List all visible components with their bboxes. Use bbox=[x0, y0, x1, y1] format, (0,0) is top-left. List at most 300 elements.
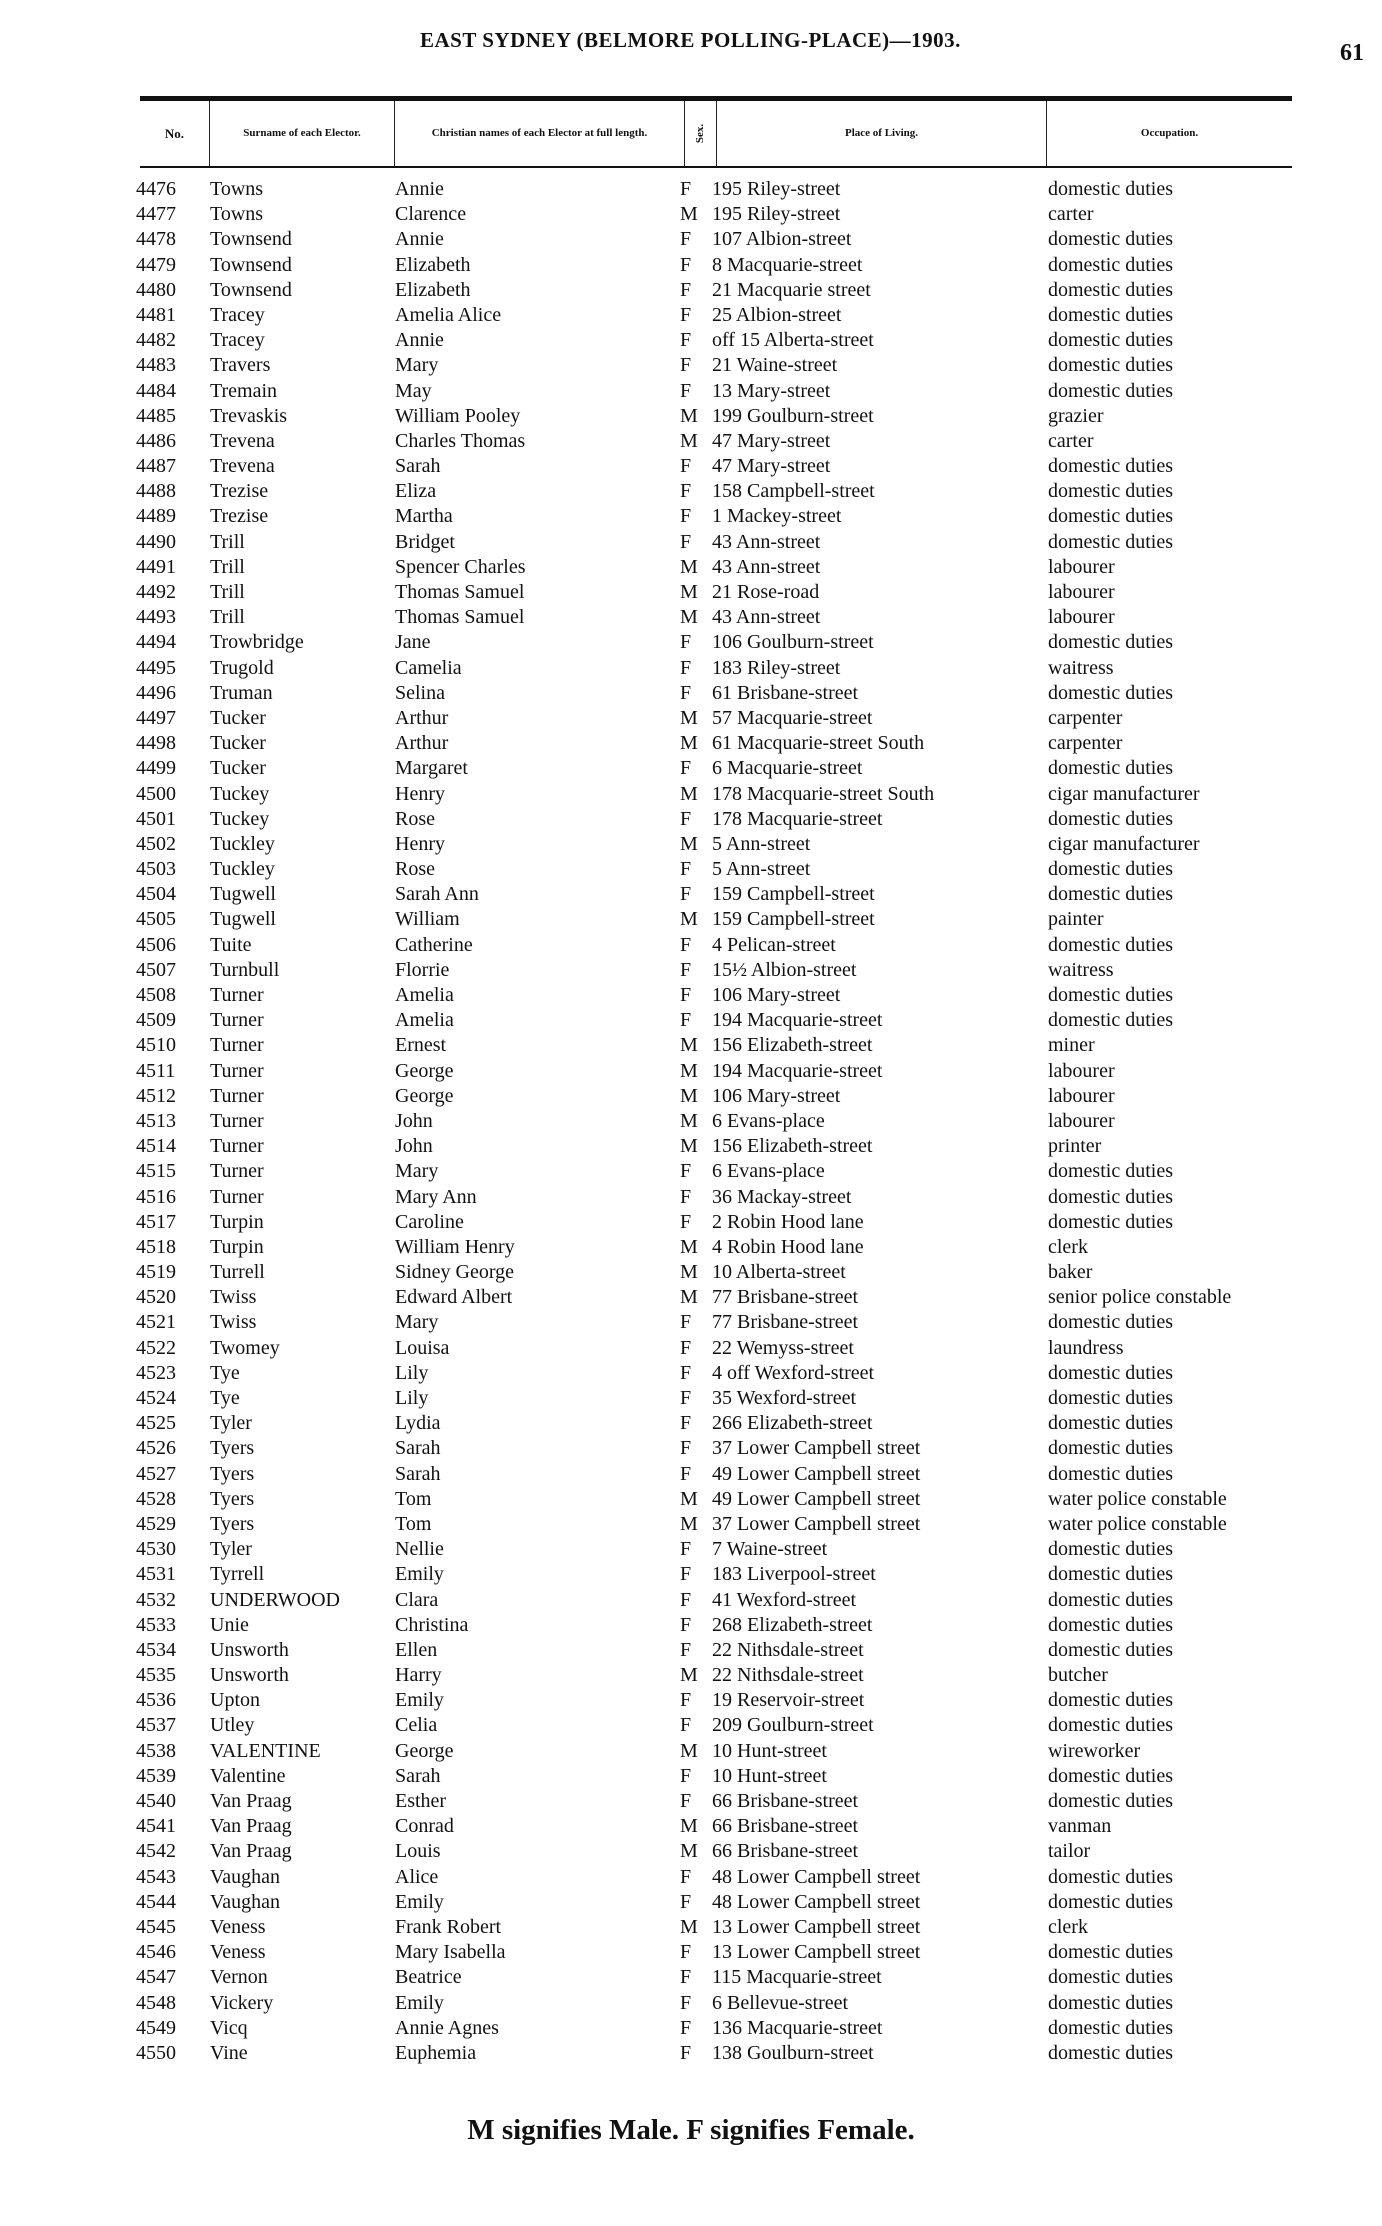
table-header bbox=[140, 101, 1292, 166]
table-row bbox=[0, 254, 1382, 279]
table-row bbox=[0, 833, 1382, 858]
elector-occupation: clerk bbox=[1048, 1915, 1088, 1938]
elector-sex: F bbox=[680, 1412, 692, 1435]
elector-number: 4476 bbox=[136, 178, 176, 200]
elector-surname: Vaughan bbox=[210, 1865, 280, 1888]
elector-place-of-living: 4 off Wexford-street bbox=[712, 1361, 875, 1384]
elector-place-of-living: 5 Ann-street bbox=[712, 832, 811, 855]
elector-occupation: grazier bbox=[1048, 404, 1104, 427]
elector-place-of-living: 4 Robin Hood lane bbox=[712, 1235, 864, 1258]
elector-surname: Twiss bbox=[210, 1286, 257, 1309]
elector-christian-names: Nellie bbox=[395, 1538, 444, 1561]
elector-number: 4549 bbox=[136, 2016, 176, 2039]
elector-christian-names: William Pooley bbox=[395, 404, 521, 427]
table-row bbox=[0, 1765, 1382, 1790]
elector-surname: Travers bbox=[210, 354, 271, 377]
table-row bbox=[0, 1034, 1382, 1059]
table-row bbox=[0, 1463, 1382, 1488]
elector-christian-names: Ellen bbox=[395, 1638, 438, 1661]
elector-occupation: domestic duties bbox=[1048, 354, 1173, 377]
elector-christian-names: Tom bbox=[395, 1487, 432, 1510]
elector-christian-names: Arthur bbox=[395, 706, 449, 729]
elector-occupation: domestic duties bbox=[1048, 329, 1173, 352]
elector-occupation: waitress bbox=[1048, 958, 1114, 981]
elector-number: 4538 bbox=[136, 1739, 176, 1762]
elector-surname: Vickery bbox=[210, 1991, 274, 2014]
elector-surname: Turrell bbox=[210, 1261, 265, 1284]
elector-number: 4543 bbox=[136, 1865, 176, 1888]
elector-number: 4530 bbox=[136, 1538, 176, 1561]
elector-place-of-living: 106 Mary-street bbox=[712, 1084, 841, 1107]
elector-sex: F bbox=[680, 1160, 692, 1183]
elector-place-of-living: 13 Lower Campbell street bbox=[712, 1915, 921, 1938]
elector-surname: Twomey bbox=[210, 1336, 280, 1359]
elector-number: 4519 bbox=[136, 1261, 176, 1284]
elector-place-of-living: 6 Bellevue-street bbox=[712, 1991, 849, 2014]
elector-surname: Tucker bbox=[210, 757, 266, 780]
elector-christian-names: Henry bbox=[395, 782, 445, 805]
elector-surname: Unie bbox=[210, 1613, 249, 1636]
elector-place-of-living: 266 Elizabeth-street bbox=[712, 1412, 873, 1435]
elector-christian-names: Clara bbox=[395, 1588, 439, 1611]
elector-place-of-living: 47 Mary-street bbox=[712, 455, 831, 478]
table-row bbox=[0, 1387, 1382, 1412]
elector-surname: Vaughan bbox=[210, 1890, 280, 1913]
elector-number: 4495 bbox=[136, 656, 176, 679]
elector-sex: F bbox=[680, 1437, 692, 1460]
header-place-of-living: Place of Living. bbox=[717, 101, 1047, 166]
elector-occupation: printer bbox=[1048, 1135, 1102, 1158]
table-row bbox=[0, 908, 1382, 933]
elector-occupation: tailor bbox=[1048, 1840, 1091, 1863]
elector-surname: Tracey bbox=[210, 329, 265, 352]
elector-place-of-living: 21 Waine-street bbox=[712, 354, 838, 377]
elector-place-of-living: 37 Lower Campbell street bbox=[712, 1512, 921, 1535]
elector-surname: Turner bbox=[210, 1109, 264, 1132]
elector-christian-names: Elizabeth bbox=[395, 253, 471, 276]
elector-occupation: labourer bbox=[1048, 606, 1115, 629]
elector-sex: F bbox=[680, 278, 692, 301]
elector-surname: Upton bbox=[210, 1689, 260, 1712]
elector-place-of-living: 194 Macquarie-street bbox=[712, 1059, 883, 1082]
elector-number: 4490 bbox=[136, 530, 176, 553]
elector-place-of-living: 159 Campbell-street bbox=[712, 883, 875, 906]
elector-occupation: domestic duties bbox=[1048, 228, 1173, 251]
elector-number: 4511 bbox=[136, 1059, 176, 1082]
elector-surname: Tuckey bbox=[210, 782, 270, 805]
elector-christian-names: Charles Thomas bbox=[395, 429, 526, 452]
elector-occupation: vanman bbox=[1048, 1815, 1112, 1838]
elector-place-of-living: 36 Mackay-street bbox=[712, 1185, 852, 1208]
elector-sex: F bbox=[680, 455, 692, 478]
elector-number: 4506 bbox=[136, 933, 176, 956]
elector-sex: F bbox=[680, 656, 692, 679]
table-row bbox=[0, 2017, 1382, 2042]
elector-occupation: domestic duties bbox=[1048, 681, 1173, 704]
elector-christian-names: Tom bbox=[395, 1512, 432, 1535]
elector-christian-names: Eliza bbox=[395, 480, 437, 503]
elector-number: 4546 bbox=[136, 1941, 176, 1964]
elector-number: 4509 bbox=[136, 1009, 176, 1032]
elector-sex: M bbox=[680, 1840, 698, 1863]
elector-place-of-living: 6 Evans-place bbox=[712, 1160, 825, 1183]
table-row bbox=[0, 1362, 1382, 1387]
elector-occupation: painter bbox=[1048, 908, 1104, 931]
elector-place-of-living: 115 Macquarie-street bbox=[712, 1966, 882, 1989]
elector-sex: M bbox=[680, 1512, 698, 1535]
elector-occupation: domestic duties bbox=[1048, 1185, 1173, 1208]
elector-number: 4533 bbox=[136, 1613, 176, 1636]
elector-sex: F bbox=[680, 1563, 692, 1586]
elector-christian-names: Mary bbox=[395, 1311, 439, 1334]
elector-christian-names: Edward Albert bbox=[395, 1286, 513, 1309]
elector-occupation: domestic duties bbox=[1048, 1387, 1173, 1409]
elector-occupation: domestic duties bbox=[1048, 1160, 1173, 1183]
elector-number: 4524 bbox=[136, 1387, 176, 1409]
elector-place-of-living: 22 Nithsdale-street bbox=[712, 1664, 864, 1687]
elector-place-of-living: 43 Ann-street bbox=[712, 606, 821, 629]
table-row bbox=[0, 1437, 1382, 1462]
elector-occupation: domestic duties bbox=[1048, 1412, 1173, 1435]
elector-number: 4517 bbox=[136, 1210, 176, 1233]
elector-surname: Trevena bbox=[210, 429, 275, 452]
elector-occupation: labourer bbox=[1048, 1109, 1115, 1132]
elector-sex: M bbox=[680, 581, 698, 603]
elector-christian-names: Emily bbox=[395, 1689, 444, 1712]
elector-occupation: domestic duties bbox=[1048, 530, 1173, 553]
elector-number: 4503 bbox=[136, 858, 176, 881]
elector-occupation: wireworker bbox=[1048, 1739, 1141, 1762]
elector-sex: M bbox=[680, 832, 698, 855]
elector-occupation: domestic duties bbox=[1048, 1210, 1173, 1233]
elector-occupation: domestic duties bbox=[1048, 379, 1173, 402]
elector-occupation: cigar manufacturer bbox=[1048, 832, 1200, 855]
header-no: No. bbox=[140, 101, 210, 166]
page-number: 61 bbox=[1340, 40, 1364, 66]
elector-sex: F bbox=[680, 228, 692, 251]
elector-number: 4484 bbox=[136, 379, 176, 402]
elector-christian-names: Harry bbox=[395, 1664, 442, 1687]
elector-christian-names: John bbox=[395, 1109, 433, 1132]
elector-place-of-living: 48 Lower Campbell street bbox=[712, 1890, 921, 1913]
table-row bbox=[0, 707, 1382, 732]
elector-sex: F bbox=[680, 1009, 692, 1032]
elector-sex: M bbox=[680, 1235, 698, 1258]
table-row bbox=[0, 1060, 1382, 1085]
elector-surname: Turner bbox=[210, 1009, 264, 1032]
elector-place-of-living: 13 Lower Campbell street bbox=[712, 1941, 921, 1964]
table-row bbox=[0, 1286, 1382, 1311]
elector-occupation: domestic duties bbox=[1048, 480, 1173, 503]
header-occupation: Occupation. bbox=[1140, 127, 1199, 139]
elector-christian-names: Annie bbox=[395, 178, 444, 200]
sex-legend-footer: M signifies Male. F signifies Female. bbox=[467, 2114, 915, 2146]
elector-place-of-living: 159 Campbell-street bbox=[712, 908, 875, 931]
elector-number: 4497 bbox=[136, 706, 176, 729]
elector-sex: M bbox=[680, 1109, 698, 1132]
elector-christian-names: Clarence bbox=[395, 203, 467, 226]
elector-place-of-living: 7 Waine-street bbox=[712, 1538, 828, 1561]
elector-number: 4518 bbox=[136, 1235, 176, 1258]
elector-christian-names: Caroline bbox=[395, 1210, 464, 1233]
elector-number: 4498 bbox=[136, 732, 176, 755]
table-row bbox=[0, 329, 1382, 354]
elector-surname: Van Praag bbox=[210, 1840, 292, 1863]
elector-number: 4545 bbox=[136, 1915, 176, 1938]
elector-sex: F bbox=[680, 1638, 692, 1661]
elector-christian-names: Alice bbox=[395, 1865, 439, 1888]
elector-number: 4500 bbox=[136, 782, 176, 805]
elector-occupation: butcher bbox=[1048, 1664, 1108, 1687]
table-row bbox=[0, 657, 1382, 682]
elector-place-of-living: 106 Goulburn-street bbox=[712, 631, 874, 654]
table-row bbox=[0, 808, 1382, 833]
elector-place-of-living: 6 Evans-place bbox=[712, 1109, 825, 1132]
elector-surname: Towns bbox=[210, 178, 264, 200]
elector-place-of-living: 66 Brisbane-street bbox=[712, 1840, 859, 1863]
elector-occupation: clerk bbox=[1048, 1235, 1088, 1258]
elector-sex: F bbox=[680, 379, 692, 402]
elector-surname: Trill bbox=[210, 555, 245, 578]
elector-place-of-living: 158 Campbell-street bbox=[712, 480, 875, 503]
elector-christian-names: William Henry bbox=[395, 1235, 515, 1258]
table-row bbox=[0, 1412, 1382, 1437]
elector-surname: Tye bbox=[210, 1387, 240, 1409]
elector-place-of-living: 10 Hunt-street bbox=[712, 1739, 827, 1762]
elector-number: 4483 bbox=[136, 354, 176, 377]
elector-place-of-living: 25 Albion-street bbox=[712, 303, 842, 326]
elector-surname: Turner bbox=[210, 1185, 264, 1208]
elector-occupation: domestic duties bbox=[1048, 1361, 1173, 1384]
elector-occupation: miner bbox=[1048, 1034, 1095, 1057]
elector-number: 4493 bbox=[136, 606, 176, 629]
elector-place-of-living: 136 Macquarie-street bbox=[712, 2016, 883, 2039]
elector-number: 4477 bbox=[136, 203, 176, 226]
elector-place-of-living: 37 Lower Campbell street bbox=[712, 1437, 921, 1460]
table-row bbox=[0, 1538, 1382, 1563]
table-row bbox=[0, 1966, 1382, 1991]
elector-surname: Tuite bbox=[210, 933, 252, 956]
elector-christian-names: Spencer Charles bbox=[395, 555, 526, 578]
elector-occupation: domestic duties bbox=[1048, 1462, 1173, 1485]
elector-number: 4544 bbox=[136, 1890, 176, 1913]
elector-number: 4529 bbox=[136, 1512, 176, 1535]
elector-sex: F bbox=[680, 1588, 692, 1611]
elector-sex: F bbox=[680, 505, 692, 528]
elector-place-of-living: 41 Wexford-street bbox=[712, 1588, 857, 1611]
elector-surname: Turner bbox=[210, 1135, 264, 1158]
elector-christian-names: Mary bbox=[395, 354, 439, 377]
elector-number: 4494 bbox=[136, 631, 176, 654]
elector-place-of-living: 22 Wemyss-street bbox=[712, 1336, 854, 1359]
elector-sex: M bbox=[680, 555, 698, 578]
elector-sex: F bbox=[680, 2041, 692, 2064]
elector-occupation: domestic duties bbox=[1048, 253, 1173, 276]
elector-surname: Turpin bbox=[210, 1235, 264, 1258]
elector-place-of-living: 22 Nithsdale-street bbox=[712, 1638, 864, 1661]
elector-sex: F bbox=[680, 1764, 692, 1787]
elector-surname: Tyers bbox=[210, 1487, 255, 1510]
elector-surname: Trevaskis bbox=[210, 404, 288, 427]
elector-number: 4537 bbox=[136, 1714, 176, 1737]
table-row bbox=[0, 732, 1382, 757]
elector-number: 4532 bbox=[136, 1588, 176, 1611]
table-row bbox=[0, 1563, 1382, 1588]
elector-sex: M bbox=[680, 706, 698, 729]
table-row bbox=[0, 1135, 1382, 1160]
header-sex bbox=[685, 101, 717, 166]
elector-place-of-living: 10 Hunt-street bbox=[712, 1764, 827, 1787]
elector-number: 4539 bbox=[136, 1764, 176, 1787]
elector-surname: Tyler bbox=[210, 1412, 252, 1435]
elector-occupation: domestic duties bbox=[1048, 984, 1173, 1006]
elector-number: 4501 bbox=[136, 807, 176, 830]
elector-occupation: domestic duties bbox=[1048, 2041, 1173, 2064]
elector-christian-names: Mary Isabella bbox=[395, 1941, 506, 1964]
elector-surname: Tyler bbox=[210, 1538, 252, 1561]
elector-christian-names: Celia bbox=[395, 1714, 438, 1737]
elector-sex: F bbox=[680, 1538, 692, 1561]
elector-place-of-living: 106 Mary-street bbox=[712, 984, 841, 1006]
table-row bbox=[0, 228, 1382, 253]
table-row bbox=[0, 631, 1382, 656]
elector-number: 4496 bbox=[136, 681, 176, 704]
elector-occupation: domestic duties bbox=[1048, 757, 1173, 780]
table-row bbox=[0, 1186, 1382, 1211]
elector-occupation: domestic duties bbox=[1048, 1991, 1173, 2014]
elector-number: 4510 bbox=[136, 1034, 176, 1057]
elector-christian-names: Emily bbox=[395, 1890, 444, 1913]
elector-christian-names: Thomas Samuel bbox=[395, 606, 525, 629]
elector-sex: F bbox=[680, 958, 692, 981]
table-row bbox=[0, 354, 1382, 379]
table-row bbox=[0, 1689, 1382, 1714]
elector-christian-names: Sidney George bbox=[395, 1261, 515, 1284]
elector-sex: F bbox=[680, 1361, 692, 1384]
elector-place-of-living: 2 Robin Hood lane bbox=[712, 1210, 864, 1233]
elector-number: 4542 bbox=[136, 1840, 176, 1863]
table-row bbox=[0, 405, 1382, 430]
table-row bbox=[0, 1009, 1382, 1034]
elector-number: 4523 bbox=[136, 1361, 176, 1384]
elector-christian-names: Emily bbox=[395, 1991, 444, 2014]
elector-occupation: domestic duties bbox=[1048, 1437, 1173, 1460]
elector-occupation: domestic duties bbox=[1048, 278, 1173, 301]
elector-occupation: domestic duties bbox=[1048, 178, 1173, 200]
header-surname: Surname of each Elector. bbox=[210, 101, 395, 166]
elector-sex: F bbox=[680, 2016, 692, 2039]
header-bottom-rule bbox=[140, 166, 1292, 168]
elector-number: 4505 bbox=[136, 908, 176, 931]
table-row bbox=[0, 505, 1382, 530]
elector-occupation: water police constable bbox=[1048, 1487, 1227, 1510]
elector-number: 4526 bbox=[136, 1437, 176, 1460]
table-row bbox=[0, 682, 1382, 707]
elector-sex: M bbox=[680, 606, 698, 629]
header-christian-names: Christian names of each Elector at full length. bbox=[395, 101, 685, 166]
elector-sex: M bbox=[680, 1084, 698, 1107]
elector-surname: Trugold bbox=[210, 656, 274, 679]
elector-number: 4487 bbox=[136, 455, 176, 478]
table-row bbox=[0, 279, 1382, 304]
elector-occupation: carpenter bbox=[1048, 732, 1123, 755]
elector-surname: Unsworth bbox=[210, 1638, 289, 1661]
elector-sex: M bbox=[680, 1815, 698, 1838]
elector-occupation: carter bbox=[1048, 203, 1094, 226]
elector-occupation: carter bbox=[1048, 429, 1094, 452]
elector-number: 4536 bbox=[136, 1689, 176, 1712]
elector-place-of-living: 5 Ann-street bbox=[712, 858, 811, 881]
elector-number: 4492 bbox=[136, 581, 176, 603]
elector-place-of-living: 15½ Albion-street bbox=[712, 958, 857, 981]
elector-surname: Unsworth bbox=[210, 1664, 289, 1687]
elector-sex: F bbox=[680, 354, 692, 377]
header-sex-label: Sex. bbox=[694, 123, 706, 144]
elector-sex: M bbox=[680, 1135, 698, 1158]
table-row bbox=[0, 934, 1382, 959]
elector-surname: Tyers bbox=[210, 1462, 255, 1485]
elector-number: 4479 bbox=[136, 253, 176, 276]
elector-surname: Vernon bbox=[210, 1966, 268, 1989]
elector-christian-names: Annie bbox=[395, 329, 444, 352]
elector-surname: Tucker bbox=[210, 706, 266, 729]
elector-surname: Turpin bbox=[210, 1210, 264, 1233]
elector-surname: Tuckley bbox=[210, 832, 275, 855]
elector-christian-names: Margaret bbox=[395, 757, 468, 780]
elector-sex: F bbox=[680, 1387, 692, 1409]
elector-christian-names: Sarah bbox=[395, 455, 441, 478]
elector-occupation: domestic duties bbox=[1048, 303, 1173, 326]
elector-occupation: domestic duties bbox=[1048, 1613, 1173, 1636]
elector-occupation: domestic duties bbox=[1048, 1689, 1173, 1712]
elector-place-of-living: 268 Elizabeth-street bbox=[712, 1613, 873, 1636]
elector-place-of-living: 43 Ann-street bbox=[712, 530, 821, 553]
elector-surname: Turner bbox=[210, 1084, 264, 1107]
elector-place-of-living: 49 Lower Campbell street bbox=[712, 1487, 921, 1510]
elector-place-of-living: 21 Rose-road bbox=[712, 581, 820, 603]
elector-surname: Trezise bbox=[210, 480, 269, 503]
elector-surname: Trill bbox=[210, 530, 245, 553]
elector-sex: M bbox=[680, 1664, 698, 1687]
elector-sex: M bbox=[680, 429, 698, 452]
elector-sex: F bbox=[680, 933, 692, 956]
elector-occupation: labourer bbox=[1048, 555, 1115, 578]
elector-number: 4516 bbox=[136, 1185, 176, 1208]
elector-number: 4491 bbox=[136, 555, 176, 578]
elector-place-of-living: 4 Pelican-street bbox=[712, 933, 836, 956]
elector-sex: M bbox=[680, 1487, 698, 1510]
table-row bbox=[0, 1740, 1382, 1765]
table-row bbox=[0, 757, 1382, 782]
elector-sex: F bbox=[680, 631, 692, 654]
elector-christian-names: Sarah bbox=[395, 1437, 441, 1460]
table-row bbox=[0, 883, 1382, 908]
elector-place-of-living: 49 Lower Campbell street bbox=[712, 1462, 921, 1485]
elector-surname: Van Praag bbox=[210, 1790, 292, 1812]
table-row bbox=[0, 783, 1382, 808]
elector-surname: Tyers bbox=[210, 1437, 255, 1460]
elector-christian-names: Mary bbox=[395, 1160, 439, 1183]
elector-place-of-living: 6 Macquarie-street bbox=[712, 757, 863, 780]
elector-occupation: domestic duties bbox=[1048, 807, 1173, 830]
elector-surname: Truman bbox=[210, 681, 273, 704]
elector-occupation: domestic duties bbox=[1048, 1790, 1173, 1812]
table-row bbox=[0, 1513, 1382, 1538]
table-row bbox=[0, 1160, 1382, 1185]
elector-number: 4541 bbox=[136, 1815, 176, 1838]
elector-number: 4480 bbox=[136, 278, 176, 301]
elector-occupation: domestic duties bbox=[1048, 2016, 1173, 2039]
